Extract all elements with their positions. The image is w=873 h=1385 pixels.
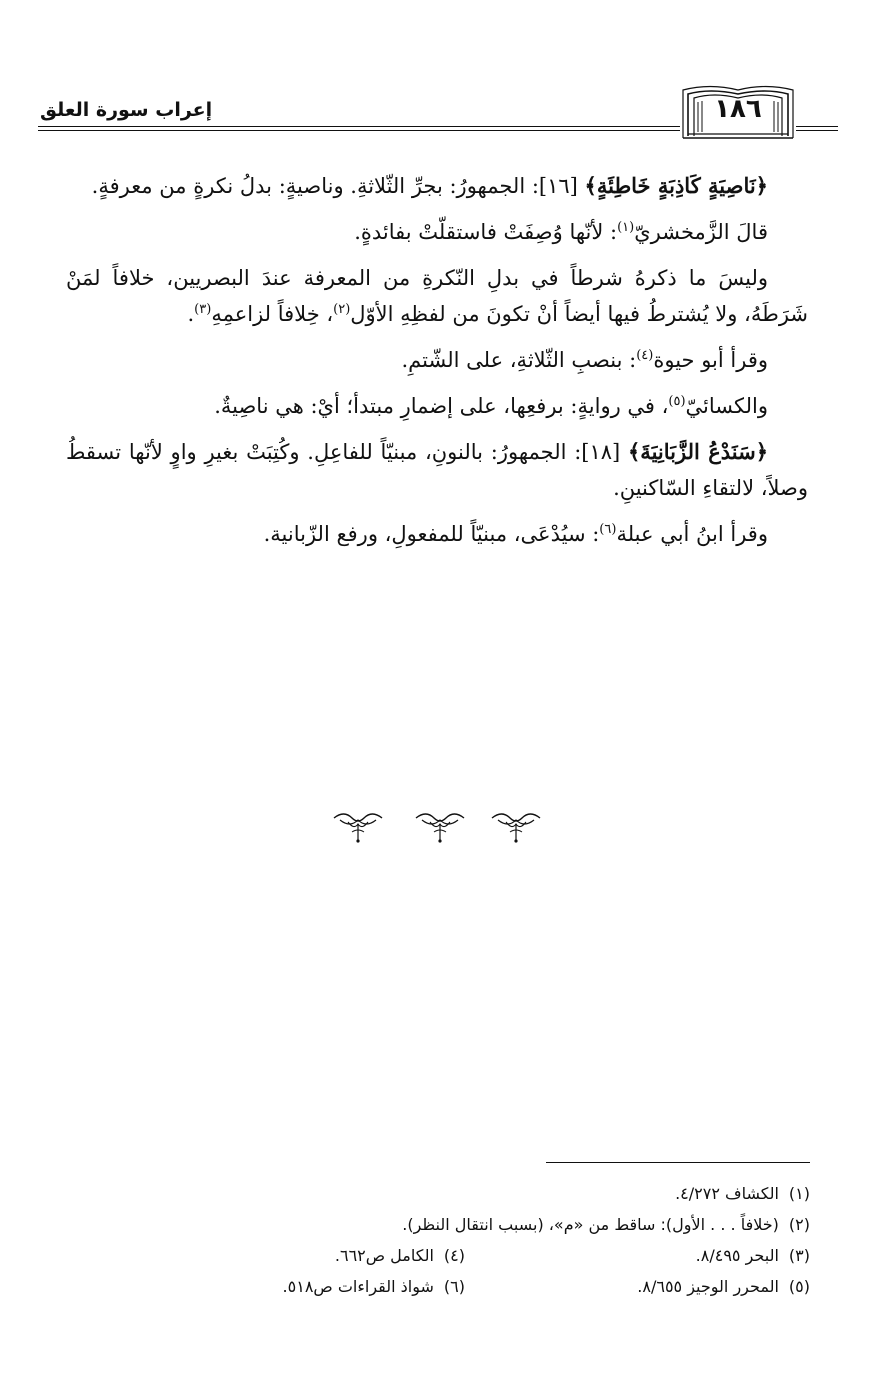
page-header <box>38 84 838 144</box>
footnote-item <box>120 1209 810 1240</box>
footnote-number: (٣) <box>788 1246 810 1265</box>
floral-ornament-icon <box>412 808 468 844</box>
paragraph-text: والكسائيّ <box>685 394 768 418</box>
paragraph-text: وقرأ أبو حيوة <box>653 348 768 372</box>
page-number: ١٨٦ <box>714 94 762 124</box>
running-title: إعراب سورة العلق <box>40 99 213 121</box>
footnote-item <box>120 1240 465 1271</box>
paragraph-text: وليسَ ما ذكرهُ شرطاً في بدلِ النّكرةِ من المعرفة عندَ البصريين، خلافاً لمَنْ شَرَطَهُ، ولا يُشترطُ فيها أيضاً أنْ تكونَ من لفظِهِ الأوّل <box>66 266 808 326</box>
footnote-number: (٦) <box>443 1277 465 1296</box>
section-ornament <box>330 808 550 848</box>
footnote-divider <box>546 1162 810 1163</box>
footnote-item <box>465 1240 810 1271</box>
footnote-ref[interactable]: (٦) <box>599 522 617 537</box>
footnote-item <box>465 1271 810 1302</box>
page-number-frame <box>680 84 796 142</box>
paragraph-5 <box>66 388 808 424</box>
paragraph-text: : سيُدْعَى، مبنيّاً للمفعولِ، ورفع الزّبانية. <box>263 522 600 546</box>
floral-ornament-icon <box>488 808 544 844</box>
footnote-number: (١) <box>788 1184 810 1203</box>
footnote-ref[interactable]: (٥) <box>668 394 686 409</box>
footnote-text: الكشاف ٤/٢٧٢. <box>675 1184 779 1203</box>
paragraph-text: [١٨]: الجمهورُ: بالنونِ، مبنيّاً للفاعِلِ. وكُتِبَتْ بغيرِ واوٍ لأنّها تسقطُ وصلاً، لالتقاءِ السّاكنينِ. <box>66 440 808 500</box>
footnote-ref[interactable]: (٤) <box>636 348 654 363</box>
footnote-text: البحر ٨/٤٩٥. <box>695 1246 779 1265</box>
paragraph-6 <box>66 434 808 506</box>
floral-ornament-icon <box>330 808 386 844</box>
footnote-text: الكامل ص٦٦٢. <box>334 1246 434 1265</box>
quran-verse: ﴿نَاصِيَةٍ كَاذِبَةٍ خَاطِئَةٍ﴾ <box>584 173 768 198</box>
footnote-text: (خلافاً . . . الأول): ساقط من «م»، (بسبب انتقال النظر). <box>402 1215 779 1234</box>
footnotes <box>120 1178 810 1302</box>
footnote-text: شواذ القراءات ص٥١٨. <box>282 1277 434 1296</box>
footnote-number: (٢) <box>788 1215 810 1234</box>
paragraph-text: : لأنّها وُصِفَتْ فاستقلّتْ بفائدةٍ. <box>354 220 618 244</box>
paragraph-text: [١٦]: الجمهورُ: بجرِّ الثّلاثةِ. وناصيةٍ: بدلُ نكرةٍ من معرفةٍ. <box>91 174 585 198</box>
footnote-ref[interactable]: (٣) <box>194 302 212 317</box>
footnote-row <box>120 1271 810 1302</box>
paragraph-text: ، خِلافاً لزاعمِهِ <box>211 302 334 326</box>
footnote-ref[interactable]: (٢) <box>333 302 351 317</box>
paragraph-7 <box>66 516 808 552</box>
footnote-item <box>120 1178 810 1209</box>
footnote-text: المحرر الوجيز ٨/٦٥٥. <box>637 1277 779 1296</box>
paragraph-text: ، في روايةٍ: برفعِها، على إضمارِ مبتدأ؛ أيْ: هي ناصِيةٌ. <box>214 394 669 418</box>
paragraph-2 <box>66 214 808 250</box>
footnote-number: (٥) <box>788 1277 810 1296</box>
paragraph-text: قالَ الزَّمخشريّ <box>634 220 768 244</box>
paragraph-1 <box>66 168 808 204</box>
paragraph-text: وقرأ ابنُ أبي عبلة <box>616 522 768 546</box>
paragraph-3 <box>66 260 808 332</box>
footnote-number: (٤) <box>443 1246 465 1265</box>
footnote-row <box>120 1240 810 1271</box>
main-text <box>66 168 808 562</box>
paragraph-text: : بنصبِ الثّلاثةِ، على الشّتمِ. <box>401 348 637 372</box>
footnote-item <box>120 1271 465 1302</box>
paragraph-text: . <box>187 302 195 326</box>
paragraph-4 <box>66 342 808 378</box>
quran-verse: ﴿سَنَدْعُ الزَّبَانِيَةَ﴾ <box>628 439 768 464</box>
footnote-ref[interactable]: (١) <box>617 220 635 235</box>
